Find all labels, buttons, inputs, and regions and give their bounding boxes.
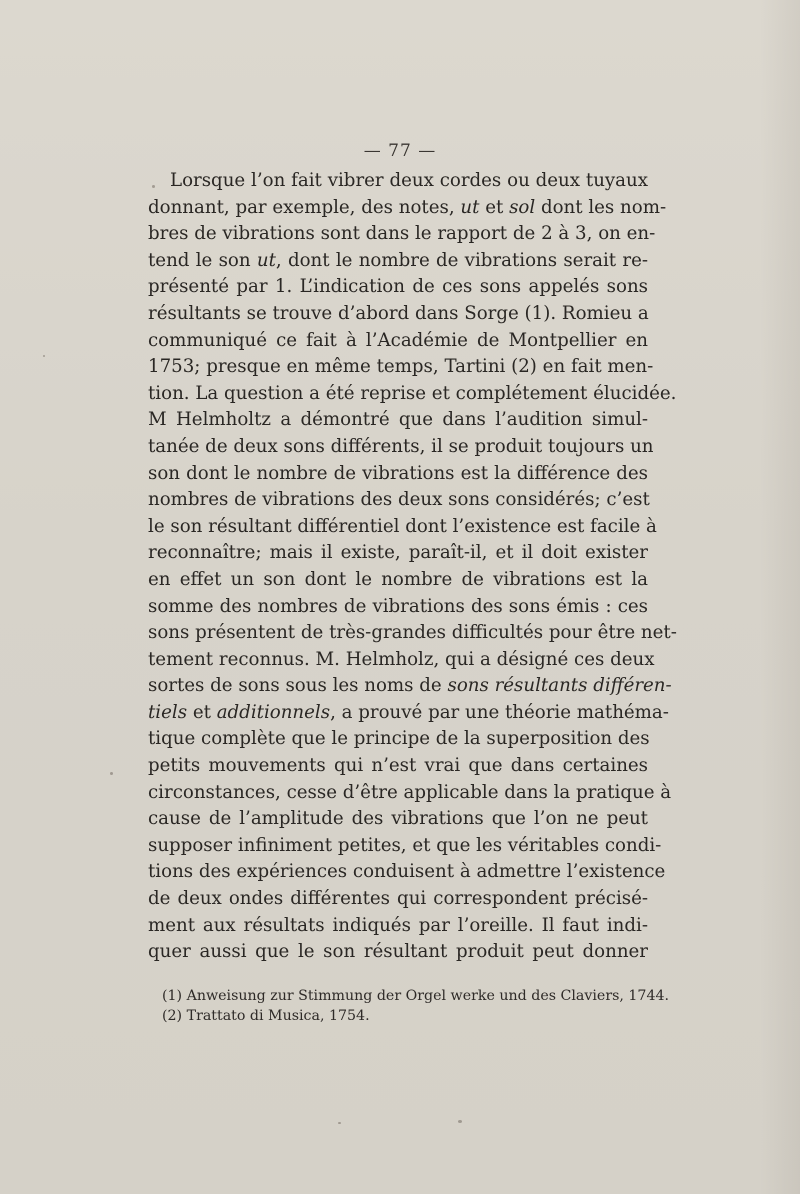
text-line: son dont le nombre de vibrations est la différence des [148, 462, 648, 484]
text-line: Lorsque l’on fait vibrer deux cordes ou deux tuyaux [170, 170, 648, 191]
text-line: tions des expériences conduisent à admettre l’existence [148, 861, 666, 883]
text-line: donnant, par exemple, des notes, ut et sol dont les nom- [148, 196, 667, 218]
text-line: communiqué ce fait à l’Académie de Montpellier en [148, 329, 648, 351]
text-line: présenté par 1. L’indication de ces sons appelés sons [148, 276, 648, 298]
text-line: tion. La question a été reprise et complétement élucidée. [148, 382, 677, 404]
text-line: en effet un son dont le nombre de vibrations est la [148, 568, 648, 590]
text-line: ment aux résultats indiqués par l’oreille. Il faut indi- [148, 914, 648, 936]
footnote: (1) Anweisung zur Stimmung der Orgel werke und des Claviers, 1744. [162, 988, 670, 1004]
text-line: petits mouvements qui n’est vrai que dans certaines [148, 755, 648, 777]
text-line: 1753; presque en même temps, Tartini (2) en fait men- [148, 356, 654, 378]
paper-speck [43, 355, 45, 357]
page-number: — 77 — [363, 141, 437, 161]
text-line: de deux ondes différentes qui correspondent précisé- [148, 888, 648, 910]
text-line: circonstances, cesse d’être applicable dans la pratique à [148, 781, 672, 803]
italic-term: sol [509, 196, 536, 218]
text-line: le son résultant différentiel dont l’existence est facile à [148, 515, 657, 537]
text-line: nombres de vibrations des deux sons considérés; c’est [148, 489, 650, 511]
text-line: cause de l’amplitude des vibrations que l’on ne peut [148, 808, 648, 830]
text-line: tique complète que le principe de la superposition des [148, 728, 650, 750]
text-line: reconnaître; mais il existe, paraît-il, et il doit exister [148, 542, 648, 564]
text-line: bres de vibrations sont dans le rapport de 2 à 3, on en- [148, 223, 656, 245]
text-line: quer aussi que le son résultant produit peut donner [148, 941, 648, 963]
italic-term: ut [256, 249, 276, 271]
italic-term: additionnels [216, 701, 331, 723]
italic-term: tiels [148, 701, 188, 723]
text-line: tanée de deux sons différents, il se produit toujours un [148, 435, 654, 457]
paper-speck [152, 185, 155, 188]
text-line: tiels et additionnels, a prouvé par une théorie mathéma- [148, 701, 669, 723]
italic-term: ut [460, 196, 480, 218]
footnotes [162, 986, 670, 1026]
text-line: tement reconnus. M. Helmholz, qui a désigné ces deux [148, 648, 655, 670]
paper-speck [338, 1122, 341, 1124]
italic-term: différen- [593, 675, 672, 697]
text-line: somme des nombres de vibrations des sons émis : ces [148, 595, 648, 617]
text-line: tend le son ut, dont le nombre de vibrations serait re- [148, 249, 648, 271]
text-line: sons présentent de très-grandes difficultés pour être net- [148, 622, 677, 644]
paper-speck [110, 772, 113, 775]
text-line: sortes de sons sous les noms de sons résultants différen- [148, 675, 672, 697]
text-line: résultants se trouve d’abord dans Sorge (1). Romieu a [148, 302, 649, 324]
page-edge-shadow [760, 0, 800, 1194]
paper-speck [458, 1120, 462, 1123]
text-line: M Helmholtz a démontré que dans l’audition simul- [148, 409, 648, 431]
italic-term: sons résultants [447, 675, 588, 697]
footnote: (2) Trattato di Musica, 1754. [162, 1008, 370, 1024]
text-segment: donnant, par exemple, des notes, [148, 196, 461, 218]
body-text [148, 168, 677, 966]
text-line: supposer infiniment petites, et que les véritables condi- [148, 834, 662, 856]
